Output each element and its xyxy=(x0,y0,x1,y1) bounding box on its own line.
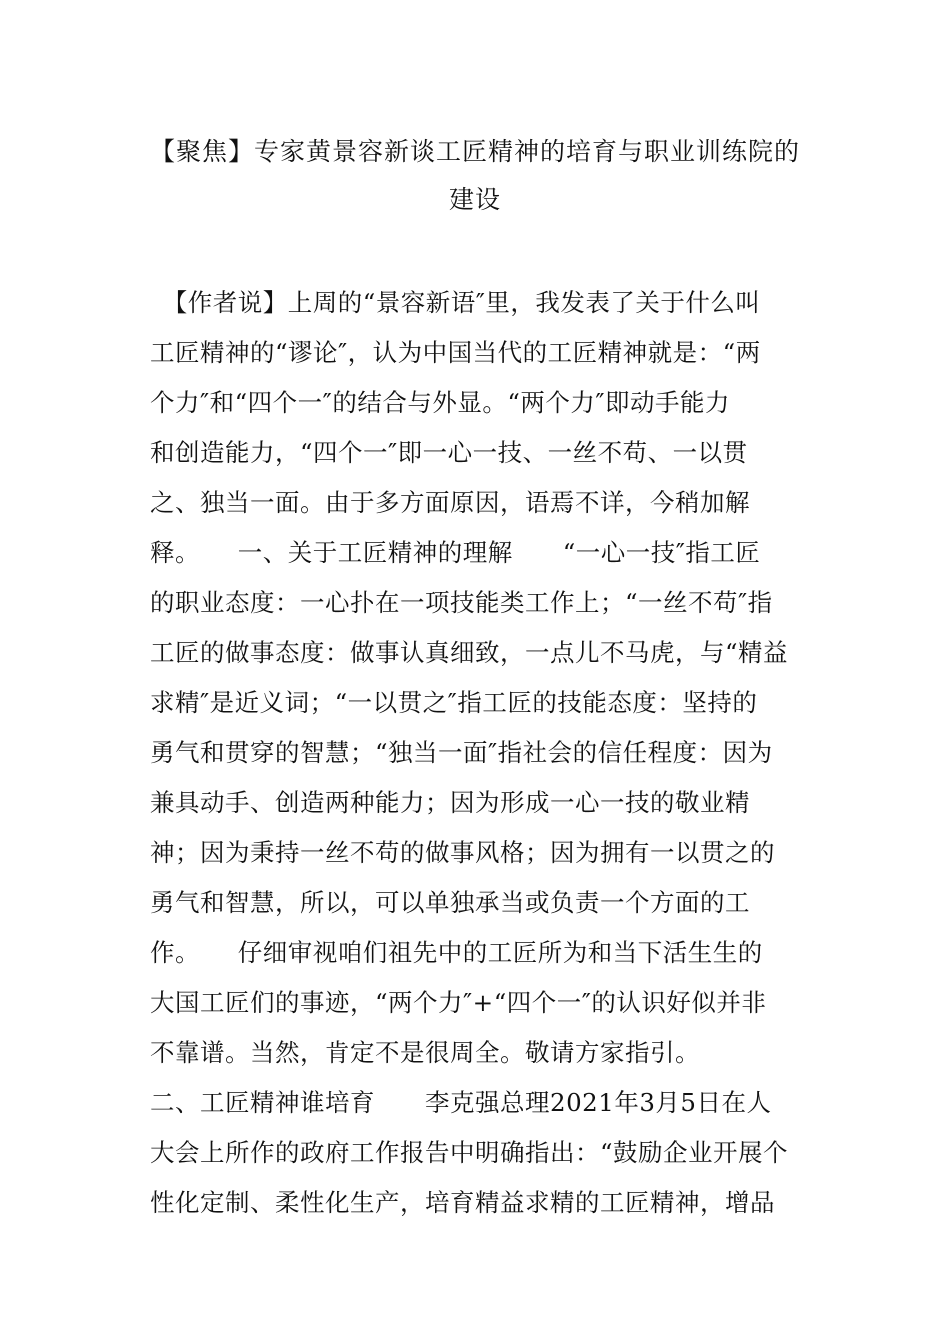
body-line: 不靠谱。当然，肯定不是很周全。敬请方家指引。 xyxy=(150,1038,700,1067)
body-line: 勇气和贯穿的智慧；“独当一面″指社会的信任程度：因为 xyxy=(150,738,773,767)
body-line: 工匠的做事态度：做事认真细致，一点儿不马虎，与“精益 xyxy=(150,638,789,667)
body-line: 之、独当一面。由于多方面原因，语焉不详，今稍加解 xyxy=(150,488,750,517)
document-title xyxy=(140,128,810,224)
body-line: 【作者说】上周的“景容新语″里，我发表了关于什么叫 xyxy=(150,288,761,317)
body-line: 神；因为秉持一丝不苟的做事风格；因为拥有一以贯之的 xyxy=(150,838,775,867)
body-line: 性化定制、柔性化生产，培育精益求精的工匠精神，增品 xyxy=(150,1188,775,1217)
body-line: 个力″和“四个一″的结合与外显。“两个力″即动手能力 xyxy=(150,388,731,417)
body-line: 工匠精神的“谬论″，认为中国当代的工匠精神就是：“两 xyxy=(150,338,761,367)
body-line: 大会上所作的政府工作报告中明确指出：“鼓励企业开展个 xyxy=(150,1138,789,1167)
body-text xyxy=(150,278,810,1228)
body-line: 二、工匠精神谁培育 李克强总理2021年3月5日在人 xyxy=(150,1088,772,1117)
body-line: 大国工匠们的事迹，“两个力″+“四个一″的认识好似并非 xyxy=(150,988,767,1017)
body-line: 兼具动手、创造两种能力；因为形成一心一技的敬业精 xyxy=(150,788,750,817)
title-line-1: 【聚焦】专家黄景容新谈工匠精神的培育与职业训练院的 xyxy=(149,137,800,166)
body-line: 和创造能力，“四个一″即一心一技、一丝不苟、一以贯 xyxy=(150,438,748,467)
body-line: 释。 一、关于工匠精神的理解 “一心一技″指工匠 xyxy=(150,538,761,567)
body-line: 勇气和智慧，所以，可以单独承当或负责一个方面的工 xyxy=(150,888,750,917)
body-line: 的职业态度：一心扑在一项技能类工作上；“一丝不苟″指 xyxy=(150,588,773,617)
title-line-2: 建设 xyxy=(448,185,501,214)
body-line: 作。 仔细审视咱们祖先中的工匠所为和当下活生生的 xyxy=(150,938,763,967)
body-line: 求精″是近义词；“一以贯之″指工匠的技能态度：坚持的 xyxy=(150,688,758,717)
